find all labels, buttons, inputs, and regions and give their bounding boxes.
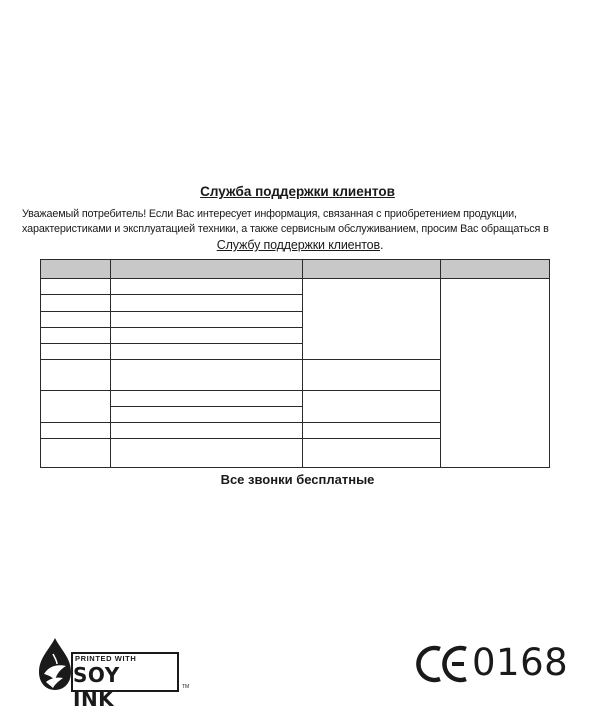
table-cell [41,423,111,439]
table-cell [303,423,441,439]
ce-number: 0168 [472,641,569,684]
table-cell [111,439,303,468]
intro-line-3 [22,238,578,253]
table-cell [441,279,550,468]
header-cell [111,260,303,279]
intro-line-2: характеристиками и эксплуатацией техники, а также сервисным обслуживанием, просим Вас обращаться в [22,223,549,235]
table-cell [111,407,303,423]
table-cell [41,295,111,311]
header-cell [41,260,111,279]
soy-printed-with: PRINTED WITH [75,654,137,663]
free-calls-note: Все звонки бесплатные [220,472,375,487]
support-link[interactable]: Службу поддержки клиентов [216,238,380,252]
table-cell [41,311,111,327]
table-cell [303,360,441,390]
header-cell [441,260,550,279]
table-cell [111,360,303,390]
table-cell [111,390,303,406]
page-title: Служба поддержки клиентов [200,184,395,199]
intro-period: . [379,238,384,252]
soy-ink-logo [35,636,190,711]
table-cell [111,423,303,439]
ce-mark-icon [416,643,472,685]
table-cell [41,439,111,468]
table-cell [303,390,441,422]
intro-line-1: Уважаемый потребитель! Если Вас интересует информация, связанная с приобретением продукции, [22,208,517,220]
header-cell [303,260,441,279]
table-cell [111,295,303,311]
table-cell [303,439,441,468]
soy-tm: TM [182,684,190,690]
table-header-row [41,260,550,279]
table-cell [111,327,303,343]
soy-drop-icon [35,636,75,694]
soy-ink-text: SOY INK [73,663,120,711]
table-cell [41,279,111,295]
support-contacts-table [40,259,550,468]
table-cell [41,344,111,360]
table-cell [111,311,303,327]
intro-text [22,207,578,253]
ce-mark-logo [416,641,569,685]
table-row [41,279,550,295]
table-cell [41,327,111,343]
table-cell [41,390,111,422]
table-cell [111,279,303,295]
table-cell [111,344,303,360]
table-cell [41,360,111,390]
table-cell [303,279,441,360]
